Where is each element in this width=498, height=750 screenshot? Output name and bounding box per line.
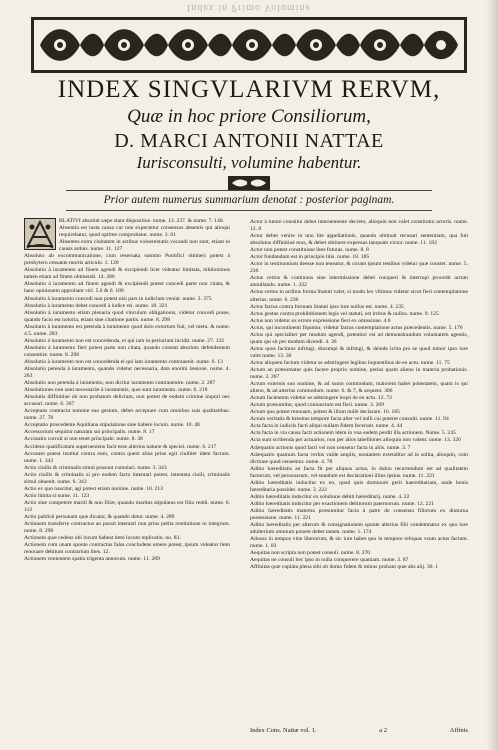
index-entry: Absolutio à iuramento non est concedenda ei qui iam iuramento contrauenit. nume. 6. 13 <box>24 358 223 365</box>
index-entry: Absolutio à iuramento ad finem agendi & excipiendi licet videatur limitata, nihilominus tamen etiam ad finem obtinendi. 14. 286 <box>24 267 230 281</box>
index-entry: Absentes extra ciuitatem in actibus voluerentatis vocandi non sunt, etiam in causis arduis. nume. 11. 127 <box>59 239 230 253</box>
index-entry: Actum externis suo nomine, & ad suum commodum, maiorem habet potestatem, quam is qui alieno, & ad alterius commodum. nume. 6. & 7, & sequent. 306 <box>250 381 468 395</box>
index-entry: Actum an præsumatur quis facere proprio nomine, potius quam alieno in materia probationis. nume. 3. 267 <box>250 366 468 381</box>
index-entry: Actio sine competere mariti & non filiæ, quando maritus stipulatus est filio reddi. nume. 6. 112 <box>24 499 230 513</box>
index-entry: Actionem venientem spatio trigenta annorum. nume. 11. 289 <box>24 556 160 563</box>
index-entry: Actus certus & continuus sine intermissione debet conqueri & interrupi procedit actum annullando. nume. 1. 332 <box>250 275 468 289</box>
index-entry: Absolutis diffinitiue ob non probatum delictum, non potest de eodem crimine inquiri nec accusari. nume. 6. 367 <box>24 394 230 408</box>
index-entry: Adæquatio quamuis facta verbis valde amplis, nontamen extenditur ad in solita, alioquin, cum dictione quod censemur. nume. 4. 78 <box>250 451 468 465</box>
index-entry: Actor fundandum est in principio litis. nume. 18. 185 <box>250 254 370 261</box>
index-entry: Adæquatio actionis quod facti vel non censetur facta in aliis. nume. 3. 7 <box>250 444 411 451</box>
index-entry: Acta facta in via causa facti actionem idem in vna eadem perdit illa actionem. Nume. 5. 245 <box>250 430 456 437</box>
title-line-2: Quæ in hoc priore Consiliorum, <box>127 106 371 127</box>
index-entry: Acceptatio præcedente Aquiliana stipulatione sine habere locum. nume. 10. 48 <box>24 422 200 429</box>
index-entry: Aequitas non scripta non potest consuli. nume. 8. 270 <box>250 550 371 557</box>
index-entry: Aditio hæreditatis materna præsumitur facta à patre de consensu filiorum ex diuturna possessione. nume. 11. 221 <box>250 507 468 521</box>
index-entry: Actionem transferre contractus an possit intentari non prius petita restitutione in integrum. nume. 8. 298 <box>24 521 230 535</box>
footer-catchline: Index Cons. Nattæ vol. 1. <box>250 727 317 734</box>
index-entry: Absolutiones non sunt necessariæ à iuramentis, quæ sunt iuramento. nume. 6. 218 <box>24 387 208 394</box>
fleuron-ornament <box>228 176 270 190</box>
index-entry: Actus, qui incontinenti fiquntur, videtur factus contemplatione actus præcedentis. nume. 5. 176 <box>250 324 463 331</box>
index-entry: Absolutio non petenda à iuramento, non dicitur iuramento contrauenire. nume. 2. 287 <box>24 380 216 387</box>
index-entry: Adusus in tempus vitæ liberorum, & sic iure habet quo in tempore reliquas vsum actus factum. nume. 1. 83 <box>250 536 468 550</box>
index-entry: Absolutio à iuramento concedi non potest nisi pars in iudicium veniat. nume. 3. 375 <box>24 295 212 302</box>
index-entry: Accessorium sequitur naturam sui principalis. nume. 8. 17 <box>24 429 155 436</box>
index-entry: Absolutio à iuramento etiam plenaria quod vinculum obligationis, videtur concedi posse, quando facio est notoria, etiam sine citatione partis. nume. 8. 298 <box>24 309 230 323</box>
index-entry: Actum præsumitur, quod coniunctum est fieri. nume. 3. 269 <box>250 402 385 409</box>
index-entry: Acta facta in iudiciis facti aliqui nullam fidem fecerunt. nume. 4. 44 <box>250 423 403 430</box>
ornamental-headband <box>30 16 468 74</box>
index-entry: Actor in testimonium deesse non teneatur, & coram ipsum testibus videtur quæ constet. nume. 5. 236 <box>250 261 468 275</box>
index-entry: Aditio hæreditatis inducitur ex solutione debiti hæreditarij. nume. 4. 22 <box>250 493 410 500</box>
index-entry: Absentia est iusta causa cur non expectetur consensus absentis qui alioqui requirebatur, quod optime comprobatur. nume. 3. 61 <box>59 225 230 239</box>
index-entry: Absolutio à iuramento non est concedenda, ei qui iam in periurium incidit. nume. 27. 132 <box>24 337 225 344</box>
index-entry: Accidens qualificatum superueniens facit esse alterius naturæ & speciei. nume. 6. 217 <box>24 443 217 450</box>
index-entry: Absolutio petenda à iuramento, quando videtur necessaria, data enormi læsione. nume. 4. 283 <box>24 365 230 380</box>
index-entry: Accusato potest institui contra eum, contra quem alius prius egit ciuiliter idem factum. nume. 1. 343 <box>24 450 230 464</box>
index-entry: Aditio hæreditatis an facta fit per aliquos actus, in dubio recurrendum est ad qualitatem factorum, vel personarum, vel standum est declarationi illius ipsius. nume. 11. 221 <box>250 465 468 479</box>
index-column-left <box>24 218 230 563</box>
index-entry: Absolutio à iuramento ad finem agendi & excipiendi potest concedi parte non citata, & hanc opinionem approbant viri. 5.6 & 6. 188 <box>24 281 230 295</box>
index-entry: Actum quo potest renouare, potest & illum nullè declarare. 16. 185 <box>250 409 400 416</box>
rule-top <box>66 190 432 191</box>
index-entry: Actus factus contra formam Statuti ipso iure nullus est. nume. 4. 235 <box>250 303 404 310</box>
index-entry: Actus gestus contra prohibitionem legis vel statuti, est irritus & nullus. nume. 9. 125 <box>250 310 439 317</box>
index-entry: Actio ciuilis & criminalis si pro eodem facto intentari potest, intentata ciuili, criminalis simul obuenit. nume. 6. 343 <box>24 471 230 485</box>
index-entry: Absolutio à iuramento est petenda à iuramento quod dolo extortum fuit, vel metu. & nume. 4.5. nume. 283 <box>24 323 230 337</box>
footer-signature: a 2 <box>379 727 388 734</box>
page-edge-shadow <box>486 0 498 750</box>
index-entry: BLATIVI absoluti sæpe stant dispositiue. nume. 13. 237. & nume. 7. 140. <box>59 218 225 224</box>
index-entry: Absoluto ab excommunicatione, cum reseruata summo Pontifici obtineri potest à presbytero cessante mortis articulo. 1. 120 <box>24 253 230 267</box>
index-entry: Actor non potest constituisse lites futuras. nume. 8. 8 <box>250 247 369 254</box>
index-entry: Accusatio corruit si non tenet principale. nume. 8. 38 <box>24 436 143 443</box>
index-column-right <box>250 219 468 571</box>
index-entry: Actus certus in actibus forma Statuti valet, si modo lex vltimus videtur sicut fieri contemplatione alterius. nume. 6. 236 <box>250 289 468 303</box>
title-line-1: INDEX SINGVLARIVM RERVM, <box>57 76 441 103</box>
index-entry: Actio publicè personam quæ dicatur, & quando detur. nume. 4. 289 <box>24 513 175 520</box>
index-entry: Actor debet venire in uno lite appellationis, quando obtinuit recusari sententiam, qua fuit absolutus diffinitiuè reus, & debet obtinere expensas tanquam victor. nume. 11. 182 <box>250 233 468 247</box>
title-line-3: D. MARCI ANTONII NATTAE <box>114 130 384 152</box>
index-entry: Actio limita si nume. 11. 123 <box>24 492 90 499</box>
index-entry: Actionem quæ cedens ubi locum habeat item locum replicatio. no. 83. <box>24 535 181 542</box>
index-entry: Actionem cum unam sponte contractus falsa concludens emere potest, ipsum videatur item renouare debitum contrarium lites. 12. <box>24 542 230 556</box>
index-entry: Actus non videtur ex errore expressione fieri ex omissione. 4.6 <box>250 317 391 324</box>
bleed-through-running-head: Index in Primo Volumine <box>186 2 312 13</box>
index-entry: Actio ex quo nascitur, agi potest etiam nomine. nume. 10. 213 <box>24 485 163 492</box>
historiated-initial <box>24 218 56 250</box>
index-entry: Affinitas quæ cuplata plena sibi ob domo fidem & minus probant quæ abs alij. 30. 1 <box>250 564 439 571</box>
page-footer <box>250 727 468 734</box>
index-entry: Aditio hæreditatis inducitur per exactionem debitorum paternorum. nume. 12. 221 <box>250 500 434 507</box>
index-entry: Absolutio à iuramento debet concedi à iudice rei. nume. 18. 321 <box>24 302 168 309</box>
index-entry: Aditio hæreditatis per alterum & consignationem sponte alterius filii condemnatur ex quo iure adulterium omnium ponere debet tamen. nume. 1. 174 <box>250 522 468 536</box>
index-entry: Actus aliquem factum videtur se adstringere legibus loquentibus de eo actu. nume. 11. 75 <box>250 359 450 366</box>
index-entry: Acceptans contractu nomine suo gestum, debet acceptare cum omnibus suis qualitatibus. nume. 27. 78 <box>24 408 230 422</box>
index-entry: Actum veritatis & breuitas tempore facta alter vel nulli cui poteret consulti. nume. 11. 94 <box>250 416 449 423</box>
rule-bottom <box>66 210 432 211</box>
index-entry: Actum facientem videtur se adstringere loqui de eo actu. 12. 72 <box>250 395 392 402</box>
index-entry: Aequitas ne consuli hec ipso in nulla conquerere quaniam. nume. 3. 87 <box>250 557 409 564</box>
footer-catchword: Affinis <box>449 727 468 734</box>
title-line-4: Iurisconsulti, volumine habentur. <box>136 153 362 172</box>
index-entry: Actus qui specialiter per modum agendi, potentior est ad demonstrandum voluntatem agentis, quam qui sit per modum dicendi. 4. 36 <box>250 331 468 345</box>
index-entry: Actio ciuilis & criminalis simul possunt cumulari. nume. 3. 343 <box>24 464 167 471</box>
index-entry: Actor à tutore constitui debet interueniente decreto, alioquin non valet constitutio actoris. nume. 12. 8 <box>250 219 468 233</box>
index-entry: Acta sunt scribenda per actuarios, non per alios tabelliones alioquin non valent. nume. 13. 326 <box>250 437 461 444</box>
index-entry: Aditio hæreditatis inducitur ex eo, quod quis dominum gerit haereditariam, unde bonis hæreditaria possidet. nume. 3. 222 <box>250 479 468 493</box>
index-note: Prior autem numerus summarium denotat : posterior paginam. <box>103 194 395 206</box>
index-entry: Actus quos facimus infringi, disrumpi & infringi, & deinde irrita pro se quod minor ipso iure valet nume. 13. 36 <box>250 345 468 359</box>
index-entry: Absolutio à iuramento fieri potest parte non citata, quando constat absoluto defendentem consentire. nume. 8. 298 <box>24 344 230 358</box>
